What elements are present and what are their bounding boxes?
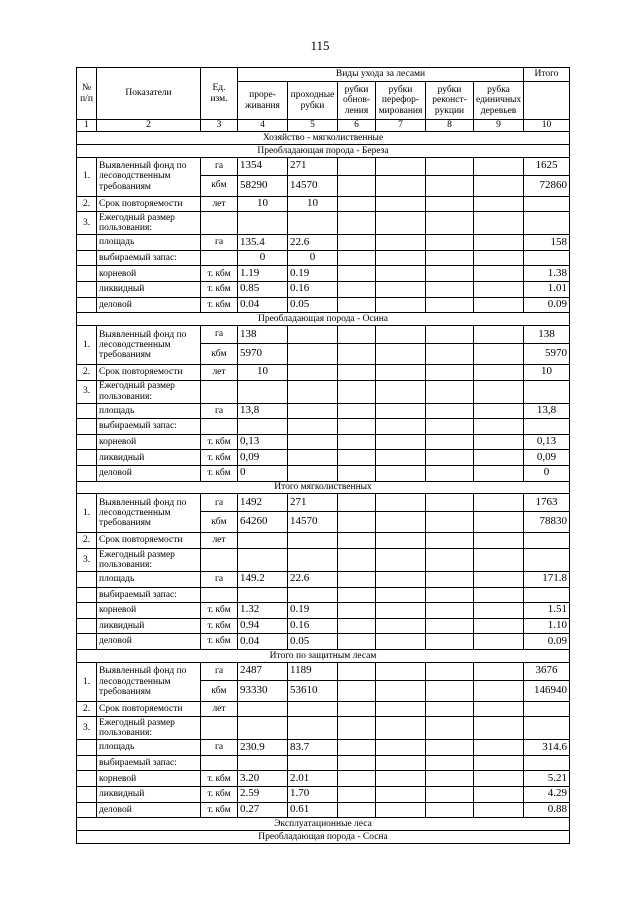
value-prorezhivaniya: 0.04 — [238, 634, 288, 650]
value-prorezhivaniya — [238, 419, 288, 435]
annual-row — [77, 212, 570, 235]
value-total: 3676 — [524, 662, 570, 680]
liquid-row-label: ликвидный — [97, 618, 201, 634]
area-row-label: площадь — [97, 740, 201, 756]
section-heading-row — [77, 313, 570, 326]
stock-row — [77, 587, 570, 603]
unit: т. кбм — [201, 634, 238, 650]
unit: т. кбм — [201, 266, 238, 282]
value-prorezhivaniya — [238, 701, 288, 717]
liquid-row — [77, 450, 570, 466]
section-heading: Эксплуатационные леса — [77, 818, 570, 831]
page-number: 115 — [310, 38, 330, 53]
row-number: 3. — [77, 548, 97, 571]
root-row-label: корневой — [97, 434, 201, 450]
area-row — [77, 740, 570, 756]
unit: га — [201, 403, 238, 419]
unit: т. кбм — [201, 465, 238, 481]
header-col-reformation: рубки перефор-мирования — [376, 82, 426, 120]
col-number: 1 — [77, 120, 97, 132]
repeat-row — [77, 533, 570, 549]
section-heading: Хозяйство - мягколиственные — [77, 132, 570, 145]
liquid-row-label: ликвидный — [97, 450, 201, 466]
value-prokhodnye — [288, 465, 338, 481]
unit: т. кбм — [201, 618, 238, 634]
value-total: 1.01 — [524, 281, 570, 297]
unit-ha: га — [201, 494, 238, 512]
fund-label: Выявленный фонд по лесоводственным требованиям — [97, 157, 201, 196]
stock-row — [77, 755, 570, 771]
value-prorezhivaniya: 0.04 — [238, 297, 288, 313]
section-heading: Итого мягколиственных — [77, 481, 570, 494]
value-prorezhivaniya: 0.85 — [238, 281, 288, 297]
value-total: 1625 — [524, 157, 570, 175]
col-number: 4 — [238, 120, 288, 132]
business-row — [77, 465, 570, 481]
value-total: 1.51 — [524, 603, 570, 619]
section-heading: Итого по защитным лесам — [77, 649, 570, 662]
fund-label: Выявленный фонд по лесоводственным требованиям — [97, 325, 201, 364]
value-prorezhivaniya — [238, 755, 288, 771]
value-prokhodnye: 14570 — [288, 512, 338, 533]
unit: га — [201, 571, 238, 587]
value-prorezhivaniya: 1.32 — [238, 603, 288, 619]
value-prorezhivaniya: 138 — [238, 325, 288, 343]
row-number: 3. — [77, 380, 97, 403]
business-row-label: деловой — [97, 297, 201, 313]
value-prokhodnye: 22.6 — [288, 571, 338, 587]
unit: т. кбм — [201, 281, 238, 297]
unit-m3: кбм — [201, 343, 238, 364]
value-prokhodnye: 0.19 — [288, 266, 338, 282]
value-total: 13,8 — [524, 403, 570, 419]
value-prokhodnye — [288, 434, 338, 450]
value-total: 158 — [524, 235, 570, 251]
unit: га — [201, 740, 238, 756]
header-num: № п/п — [77, 68, 97, 120]
header-col-renewal: рубки обнов-ления — [338, 82, 376, 120]
unit: т. кбм — [201, 603, 238, 619]
value-prorezhivaniya: 149.2 — [238, 571, 288, 587]
value-total: 314.6 — [524, 740, 570, 756]
annual-row — [77, 548, 570, 571]
value-prokhodnye: 10 — [288, 196, 338, 212]
value-prokhodnye — [288, 364, 338, 380]
value-prokhodnye — [288, 533, 338, 549]
value-prokhodnye — [288, 701, 338, 717]
value-prorezhivaniya: 13,8 — [238, 403, 288, 419]
root-row-label: корневой — [97, 266, 201, 282]
annual-label: Ежегодный размер пользования: — [97, 380, 201, 403]
value-total — [524, 533, 570, 549]
unit: т. кбм — [201, 434, 238, 450]
forest-care-table — [76, 67, 570, 844]
annual-label: Ежегодный размер пользования: — [97, 717, 201, 740]
value-prokhodnye: 0.16 — [288, 281, 338, 297]
business-row-label: деловой — [97, 802, 201, 818]
header-col-reconstruction: рубки реконст-рукции — [426, 82, 474, 120]
col-number: 3 — [201, 120, 238, 132]
row-number: 3. — [77, 717, 97, 740]
value-total: 0.09 — [524, 297, 570, 313]
annual-label: Ежегодный размер пользования: — [97, 212, 201, 235]
value-prokhodnye: 2.01 — [288, 771, 338, 787]
value-prorezhivaniya: 0.27 — [238, 802, 288, 818]
value-prokhodnye: 0.61 — [288, 802, 338, 818]
section-heading-row — [77, 132, 570, 145]
value-total: 171.8 — [524, 571, 570, 587]
repeat-label: Срок повторяемости — [97, 533, 201, 549]
value-prokhodnye: 0.16 — [288, 618, 338, 634]
business-row-label: деловой — [97, 634, 201, 650]
col-number: 10 — [524, 120, 570, 132]
value-prorezhivaniya: 1.19 — [238, 266, 288, 282]
unit-years: лет — [201, 533, 238, 549]
area-row-label: площадь — [97, 235, 201, 251]
value-prorezhivaniya: 0 — [238, 250, 288, 266]
root-row-label: корневой — [97, 771, 201, 787]
value-total: 1763 — [524, 494, 570, 512]
fund-row — [77, 157, 570, 175]
section-heading: Преобладающая порода - Сосна — [77, 831, 570, 844]
value-total: 78830 — [524, 512, 570, 533]
value-prorezhivaniya: 2.59 — [238, 787, 288, 803]
stock-row — [77, 250, 570, 266]
unit: т. кбм — [201, 450, 238, 466]
unit-years: лет — [201, 196, 238, 212]
col-number: 2 — [97, 120, 201, 132]
value-prorezhivaniya: 0,09 — [238, 450, 288, 466]
header-unit: Ед. изм. — [201, 68, 238, 120]
section-heading-row — [77, 481, 570, 494]
value-total: 0 — [524, 465, 570, 481]
value-total — [524, 419, 570, 435]
row-number: 2. — [77, 533, 97, 549]
section-heading-row — [77, 818, 570, 831]
repeat-label: Срок повторяемости — [97, 196, 201, 212]
value-prokhodnye — [288, 755, 338, 771]
value-prorezhivaniya: 10 — [238, 196, 288, 212]
row-number: 2. — [77, 701, 97, 717]
fund-label: Выявленный фонд по лесоводственным требованиям — [97, 662, 201, 701]
fund-label: Выявленный фонд по лесоводственным требованиям — [97, 494, 201, 533]
root-row-label: корневой — [97, 603, 201, 619]
area-row-label: площадь — [97, 403, 201, 419]
repeat-row — [77, 701, 570, 717]
value-prorezhivaniya: 64260 — [238, 512, 288, 533]
value-prokhodnye: 53610 — [288, 680, 338, 701]
root-row — [77, 771, 570, 787]
value-total: 146940 — [524, 680, 570, 701]
column-numbers-row — [77, 120, 570, 132]
value-prokhodnye: 22.6 — [288, 235, 338, 251]
stock-row-label: выбираемый запас: — [97, 587, 201, 603]
value-total — [524, 755, 570, 771]
value-total: 5.21 — [524, 771, 570, 787]
value-prokhodnye: 0.05 — [288, 634, 338, 650]
unit-ha: га — [201, 662, 238, 680]
value-prorezhivaniya: 135.4 — [238, 235, 288, 251]
value-total: 72860 — [524, 175, 570, 196]
value-prokhodnye: 0.19 — [288, 603, 338, 619]
repeat-label: Срок повторяемости — [97, 701, 201, 717]
row-number: 1. — [77, 662, 97, 701]
header-total: Итого — [524, 68, 570, 82]
row-number: 1. — [77, 494, 97, 533]
value-total: 10 — [524, 364, 570, 380]
value-total: 1.10 — [524, 618, 570, 634]
value-total: 0,13 — [524, 434, 570, 450]
value-prokhodnye: 271 — [288, 157, 338, 175]
value-prorezhivaniya: 0,13 — [238, 434, 288, 450]
value-prorezhivaniya: 0 — [238, 465, 288, 481]
value-prokhodnye: 0.05 — [288, 297, 338, 313]
stock-row-label: выбираемый запас: — [97, 419, 201, 435]
value-prorezhivaniya: 1492 — [238, 494, 288, 512]
row-number: 1. — [77, 157, 97, 196]
header-care-types: Виды ухода за лесами — [238, 68, 524, 82]
row-number: 1. — [77, 325, 97, 364]
value-prorezhivaniya: 5970 — [238, 343, 288, 364]
row-number: 3. — [77, 212, 97, 235]
value-prokhodnye: 0 — [288, 250, 338, 266]
stock-row-label: выбираемый запас: — [97, 250, 201, 266]
value-total — [524, 587, 570, 603]
business-row — [77, 802, 570, 818]
unit-years: лет — [201, 364, 238, 380]
unit: т. кбм — [201, 802, 238, 818]
unit-ha: га — [201, 157, 238, 175]
value-prorezhivaniya: 10 — [238, 364, 288, 380]
unit: т. кбм — [201, 297, 238, 313]
row-number: 2. — [77, 196, 97, 212]
value-total: 4.29 — [524, 787, 570, 803]
section-heading-row — [77, 831, 570, 844]
value-prokhodnye: 1189 — [288, 662, 338, 680]
value-prorezhivaniya — [238, 533, 288, 549]
repeat-row — [77, 196, 570, 212]
col-number: 5 — [288, 120, 338, 132]
header-col-single-trees: рубка единичных деревьев — [474, 82, 524, 120]
value-total: 0.88 — [524, 802, 570, 818]
value-prorezhivaniya: 2487 — [238, 662, 288, 680]
value-prorezhivaniya: 230.9 — [238, 740, 288, 756]
root-row — [77, 434, 570, 450]
value-prokhodnye: 1.70 — [288, 787, 338, 803]
value-total: 5970 — [524, 343, 570, 364]
value-total — [524, 701, 570, 717]
area-row — [77, 571, 570, 587]
value-total: 0.09 — [524, 634, 570, 650]
liquid-row — [77, 618, 570, 634]
root-row — [77, 603, 570, 619]
annual-row — [77, 380, 570, 403]
value-prokhodnye — [288, 403, 338, 419]
fund-row — [77, 494, 570, 512]
col-number: 9 — [474, 120, 524, 132]
row-number: 2. — [77, 364, 97, 380]
root-row — [77, 266, 570, 282]
area-row-label: площадь — [97, 571, 201, 587]
value-total: 0,09 — [524, 450, 570, 466]
liquid-row — [77, 787, 570, 803]
section-heading: Преобладающая порода - Береза — [77, 144, 570, 157]
business-row — [77, 634, 570, 650]
value-total: 138 — [524, 325, 570, 343]
value-prokhodnye — [288, 450, 338, 466]
value-prorezhivaniya: 93330 — [238, 680, 288, 701]
area-row — [77, 403, 570, 419]
unit-ha: га — [201, 325, 238, 343]
unit-m3: кбм — [201, 512, 238, 533]
value-prokhodnye: 14570 — [288, 175, 338, 196]
liquid-row — [77, 281, 570, 297]
annual-row — [77, 717, 570, 740]
unit-m3: кбм — [201, 680, 238, 701]
col-number: 7 — [376, 120, 426, 132]
unit: т. кбм — [201, 771, 238, 787]
value-prorezhivaniya: 1354 — [238, 157, 288, 175]
value-prokhodnye — [288, 343, 338, 364]
unit: т. кбм — [201, 787, 238, 803]
value-total: 1.38 — [524, 266, 570, 282]
value-total — [524, 196, 570, 212]
stock-row-label: выбираемый запас: — [97, 755, 201, 771]
value-prorezhivaniya: 3.20 — [238, 771, 288, 787]
liquid-row-label: ликвидный — [97, 281, 201, 297]
section-heading: Преобладающая порода - Осина — [77, 313, 570, 326]
value-prokhodnye: 83.7 — [288, 740, 338, 756]
value-prokhodnye — [288, 419, 338, 435]
business-row — [77, 297, 570, 313]
section-heading-row — [77, 144, 570, 157]
annual-label: Ежегодный размер пользования: — [97, 548, 201, 571]
header-indicators: Показатели — [97, 68, 201, 120]
liquid-row-label: ликвидный — [97, 787, 201, 803]
value-prorezhivaniya — [238, 587, 288, 603]
header-col-thinning: проре-живания — [238, 82, 288, 120]
unit-years: лет — [201, 701, 238, 717]
header-col-passage: проходные рубки — [288, 82, 338, 120]
section-heading-row — [77, 649, 570, 662]
value-prokhodnye — [288, 325, 338, 343]
unit: га — [201, 235, 238, 251]
area-row — [77, 235, 570, 251]
repeat-row — [77, 364, 570, 380]
business-row-label: деловой — [97, 465, 201, 481]
fund-row — [77, 325, 570, 343]
unit-m3: кбм — [201, 175, 238, 196]
repeat-label: Срок повторяемости — [97, 364, 201, 380]
value-prokhodnye — [288, 587, 338, 603]
col-number: 8 — [426, 120, 474, 132]
value-prorezhivaniya: 58290 — [238, 175, 288, 196]
fund-row — [77, 662, 570, 680]
value-prokhodnye: 271 — [288, 494, 338, 512]
value-total — [524, 250, 570, 266]
value-prorezhivaniya: 0.94 — [238, 618, 288, 634]
stock-row — [77, 419, 570, 435]
col-number: 6 — [338, 120, 376, 132]
